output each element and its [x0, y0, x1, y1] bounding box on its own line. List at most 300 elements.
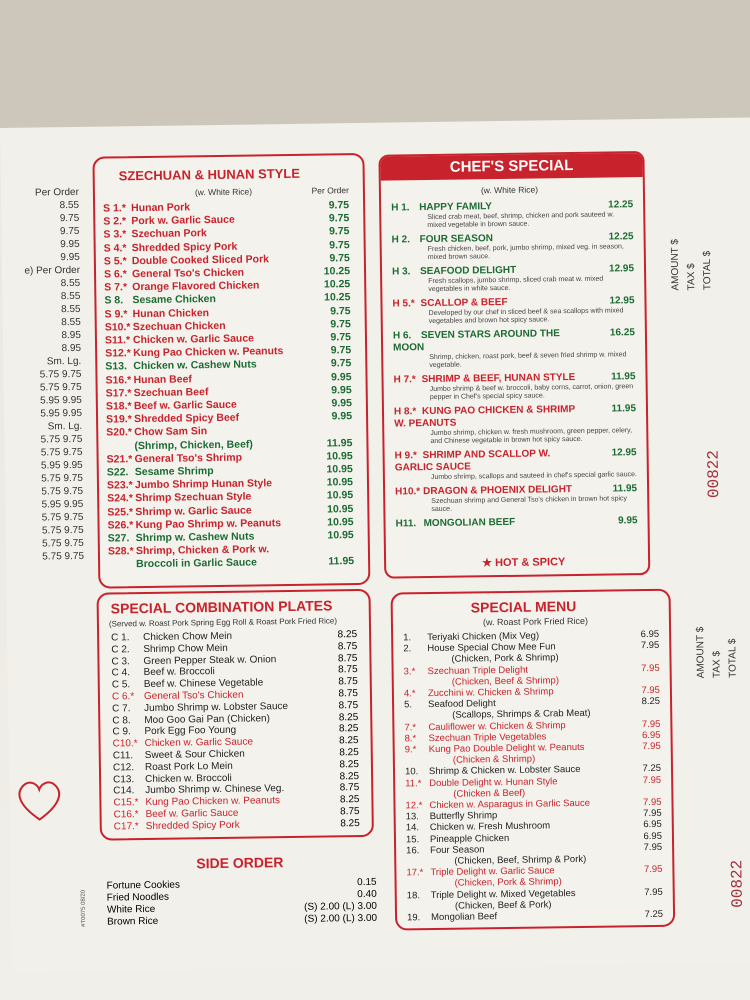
- special-item-price: 7.95: [643, 808, 662, 820]
- item-code: C 9.: [112, 726, 131, 738]
- special-item-name: 17.* Triple Delight w. Garlic Sauce: [406, 865, 555, 879]
- item-code: C 8.: [112, 714, 131, 727]
- szechuan-item-price: 9.75: [329, 251, 350, 265]
- item-code: 18.: [406, 889, 421, 902]
- item-code: C11.: [112, 750, 134, 762]
- left-partial-line: 8.55: [59, 199, 80, 212]
- szechuan-item: [108, 556, 354, 573]
- item-code: C13.: [113, 773, 135, 786]
- szechuan-item-price: 10.95: [326, 476, 354, 489]
- chef-item-price: 11.95: [611, 403, 637, 415]
- left-partial-line: 9.95: [60, 238, 80, 251]
- szechuan-item-name: S11.* Chicken w. Garlic Sauce: [104, 332, 255, 347]
- item-code: 13.: [405, 811, 419, 823]
- combo-item-price: 8.25: [339, 747, 359, 759]
- item-code: S10.*: [104, 321, 131, 334]
- chef-item-name: H10.* DRAGON & PHOENIX DELIGHT: [395, 484, 573, 498]
- side-order-price: (S) 2.00 (L) 3.00: [304, 912, 378, 925]
- special-item-name: 3.* Szechuan Triple Delight: [403, 664, 529, 678]
- special-item-detail: (Chicken, Pork & Shrimp): [454, 876, 562, 890]
- szechuan-item-price: 9.75: [330, 331, 352, 344]
- special-item-price: 8.25: [641, 696, 661, 708]
- chefs-special-section: [378, 151, 650, 579]
- left-partial-line: 5.95 9.95: [40, 394, 82, 407]
- item-code: S16.*: [105, 373, 132, 387]
- side-order-price: 0.15: [357, 876, 377, 889]
- special-item-price: 7.95: [643, 864, 663, 876]
- left-partial-line: Sm. Lg.: [47, 420, 83, 433]
- special-subtitle: (w. Roast Pork Fried Rice): [482, 615, 589, 628]
- left-partial-line: 5.75 9.75: [40, 433, 83, 446]
- szechuan-item-price: 10.95: [327, 515, 354, 529]
- special-item-price: 7.95: [643, 841, 663, 853]
- left-partial-line: 8.55: [60, 290, 81, 303]
- szechuan-item-price: 9.95: [331, 410, 353, 423]
- item-code: H 6.: [392, 330, 412, 342]
- left-partial-line: 9.75: [59, 225, 80, 238]
- szechuan-item-price: 9.75: [330, 357, 352, 370]
- combo-item-price: 8.25: [337, 629, 358, 641]
- side-order-name: Fried Noodles: [106, 891, 170, 904]
- combo-item-name: C15.* Kung Pao Chicken w. Peanuts: [113, 795, 281, 809]
- special-item-price: 6.95: [643, 819, 662, 831]
- special-title: SPECIAL MENU: [470, 598, 577, 616]
- combo-item-price: 8.25: [338, 711, 359, 723]
- left-partial-line: 5.95 9.95: [40, 459, 83, 472]
- left-partial-line: 8.95: [61, 342, 82, 355]
- szechuan-item-name: S 4.* Shredded Spicy Pork: [103, 240, 238, 255]
- szechuan-item-price: 10.95: [327, 529, 354, 542]
- chef-item-desc: Fresh chicken, beef, pork, jumbo shrimp, mixed veg. in season, mixed brown sauce.: [427, 243, 624, 262]
- chef-item-desc: Szechuan shrimp and General Tso's chicken in brown hot spicy sauce.: [431, 495, 628, 514]
- szechuan-item-name: Broccoli in Garlic Sauce: [136, 556, 257, 571]
- combo-item: [114, 818, 360, 833]
- item-code: 10.: [404, 766, 419, 778]
- special-item-price: 7.95: [642, 774, 662, 786]
- item-code: S 4.*: [103, 241, 127, 255]
- chef-item: [395, 515, 637, 530]
- item-code: 16.: [406, 845, 420, 857]
- side-order-name: Fortune Cookies: [106, 879, 181, 892]
- szechuan-item-name: S10.* Szechuan Chicken: [104, 319, 226, 334]
- special-item-price: 7.95: [642, 796, 662, 809]
- szechuan-item-price: 10.25: [324, 291, 351, 304]
- chef-item-name: H 3. SEAFOOD DELIGHT: [391, 264, 517, 278]
- special-item-price: 7.25: [644, 908, 664, 921]
- szechuan-item-price: 10.95: [326, 463, 353, 476]
- item-code: C 1.: [111, 632, 130, 644]
- item-code: C 2.: [111, 644, 130, 656]
- combo-item-name: C16.* Beef w. Garlic Sauce: [113, 807, 239, 821]
- item-code: S26.*: [107, 519, 134, 532]
- item-code: S11.*: [104, 334, 131, 347]
- tax-label-bottom: TAX $: [711, 650, 723, 679]
- combo-list: [111, 629, 360, 833]
- left-partial-line: 5.75 9.75: [39, 381, 82, 394]
- item-code: C 4.: [111, 667, 131, 679]
- item-code: H 2.: [391, 234, 411, 246]
- chef-item-desc: Jumbo shrimp, chicken w. fresh mushroom, green pepper, celery, and Chinese vegetable in brown hot spicy sauce.: [430, 427, 633, 446]
- combo-item-name: C11. Sweet & Sour Chicken: [112, 748, 245, 762]
- special-item-price: 7.95: [644, 886, 663, 898]
- chef-item-name: H 2. FOUR SEASON: [391, 233, 494, 246]
- combo-item-price: 8.25: [339, 794, 360, 806]
- special-item-name: 11.* Double Delight w. Hunan Style: [405, 775, 558, 790]
- chef-item-price: 12.95: [609, 295, 635, 307]
- item-code: 11.*: [405, 777, 422, 790]
- combo-item-price: 8.25: [339, 735, 359, 747]
- combo-item-name: C 1. Chicken Chow Mein: [111, 630, 233, 644]
- special-item-name: 4.* Zucchini w. Chicken & Shrimp: [403, 686, 554, 700]
- amount-label-bottom: AMOUNT $: [695, 626, 707, 679]
- item-code: C16.*: [113, 809, 139, 821]
- chef-item: [393, 327, 636, 370]
- combo-item-price: 8.75: [338, 676, 358, 688]
- chef-title-bar: [380, 153, 642, 181]
- side-order-name: White Rice: [106, 903, 156, 916]
- special-item-name: 2. House Special Chow Mee Fun: [403, 641, 556, 655]
- item-code: S 8.: [104, 294, 124, 307]
- combo-item-name: C13. Chicken w. Broccoli: [113, 772, 232, 786]
- chef-list: [391, 199, 638, 534]
- item-code: C 3.: [111, 655, 130, 668]
- chef-item-desc: Shrimp, chicken, roast pork, beef & seven fried shrimp w. mixed vegetable.: [429, 351, 627, 370]
- item-code: 8.*: [404, 733, 417, 745]
- szechuan-item-name: S 3.* Szechuan Pork: [103, 227, 207, 241]
- szechuan-item-price: 9.75: [330, 317, 351, 331]
- item-code: 7.*: [404, 721, 417, 734]
- left-partial-line: 5.75 9.75: [41, 485, 84, 498]
- szechuan-item-price: 9.75: [329, 238, 350, 252]
- tax-label-top: TAX $: [685, 263, 698, 291]
- chef-item: [395, 483, 637, 514]
- combo-subtitle: (Served w. Roast Pork Spring Egg Roll & Roast Pork Fried Rice): [108, 616, 338, 629]
- chef-item: [395, 447, 637, 482]
- item-code: 2.: [403, 643, 412, 655]
- item-code: S 9.*: [104, 307, 128, 321]
- left-partial-line: 5.75 9.75: [41, 472, 83, 485]
- chef-item-price: 11.95: [610, 371, 636, 383]
- left-partial-line: 8.55: [60, 303, 81, 316]
- item-code: S 7.*: [104, 281, 128, 294]
- item-code: C14.: [113, 785, 135, 797]
- item-code: S27.: [107, 532, 130, 545]
- szechuan-item-name: S22. Sesame Shrimp: [106, 465, 214, 479]
- szechuan-item-name: S26.* Kung Pao Shrimp w. Peanuts: [107, 516, 282, 532]
- combo-item-price: 8.25: [340, 817, 360, 830]
- chef-item-name: H 9.* SHRIMP AND SCALLOP W. GARLIC SAUCE: [394, 448, 551, 474]
- item-code: S 2.*: [103, 215, 127, 228]
- chef-item: [392, 231, 634, 262]
- szechuan-item-name: S 5.* Double Cooked Sliced Pork: [103, 253, 270, 268]
- item-code: 3.*: [403, 665, 416, 678]
- special-item-detail: (Chicken & Shrimp): [452, 753, 536, 766]
- special-item-name: 16. Four Season: [406, 844, 485, 857]
- chef-item-price: 12.25: [608, 199, 634, 211]
- item-code: S20.*: [106, 426, 133, 439]
- special-item-price: 7.95: [642, 740, 661, 753]
- combo-item-price: 8.25: [339, 770, 360, 782]
- left-partial-line: Sm. Lg.: [46, 355, 82, 368]
- special-item-name: 1. Teriyaki Chicken (Mix Veg): [403, 630, 540, 644]
- szechuan-item-name: S16.* Hunan Beef: [105, 372, 192, 387]
- special-item-price: 7.95: [641, 662, 660, 674]
- special-item-name: 5. Seafood Delight: [404, 698, 496, 711]
- item-code: 19.: [406, 912, 421, 924]
- szechuan-item-price: 11.95: [326, 436, 353, 450]
- item-code: S 1.*: [103, 202, 126, 215]
- szechuan-item-price: 9.75: [328, 225, 350, 238]
- side-order-price: (S) 2.00 (L) 3.00: [304, 900, 377, 913]
- szechuan-item-name: S19.* Shredded Spicy Beef: [106, 411, 240, 426]
- szechuan-item-price: 10.25: [323, 265, 351, 278]
- szechuan-item-price: 9.75: [328, 199, 350, 212]
- order-number-bottom: 00822: [728, 859, 747, 908]
- item-code: 12.*: [405, 800, 423, 812]
- combination-plates-section: [96, 589, 373, 841]
- chef-title: CHEF'S SPECIAL: [449, 156, 574, 176]
- left-partial-line: 5.95 9.95: [40, 407, 83, 420]
- szechuan-item-name: S23.* Jumbo Shrimp Hunan Style: [106, 477, 273, 492]
- combo-item-price: 8.75: [338, 699, 359, 712]
- chef-item-name: H11. MONGOLIAN BEEF: [395, 516, 516, 530]
- szechuan-item-price: 9.95: [331, 383, 352, 397]
- combo-item-price: 8.75: [337, 652, 358, 664]
- szechuan-item-name: S27. Shrimp w. Cashew Nuts: [107, 530, 255, 545]
- item-code: S 3.*: [103, 228, 127, 241]
- special-item-price: 6.95: [640, 628, 660, 641]
- total-label-bottom: TOTAL $: [727, 638, 739, 678]
- combo-item-name: C 2. Shrimp Chow Mein: [111, 642, 228, 656]
- combo-item-name: C 8. Moo Goo Gai Pan (Chicken): [112, 712, 270, 727]
- side-order-item: [107, 913, 377, 929]
- item-code: S24.*: [107, 492, 133, 506]
- chef-item-desc: Developed by our chef in sliced beef & sea scallops with mixed vegetables and brown hot spicy sauce.: [428, 307, 624, 326]
- chef-item: [392, 263, 634, 294]
- combo-item-name: C 5. Beef w. Chinese Vegetable: [111, 677, 264, 691]
- left-partial-line: 8.55: [60, 277, 81, 290]
- combo-item-price: 8.75: [337, 640, 358, 653]
- special-item-detail: (Chicken, Beef & Shrimp): [451, 675, 560, 688]
- chef-item-price: 12.95: [611, 447, 637, 459]
- special-item-name: 15. Pineapple Chicken: [405, 832, 510, 846]
- szechuan-item-price: 9.95: [331, 397, 352, 410]
- chef-item-name: H 6. SEVEN STARS AROUND THE MOON: [392, 328, 560, 354]
- left-partial-line: 9.75: [59, 212, 80, 225]
- special-item-detail: (Chicken, Beef & Pork): [454, 899, 552, 912]
- chef-item-price: 9.95: [618, 515, 638, 527]
- item-code: 15.: [405, 833, 420, 846]
- item-code: H 8.*: [393, 406, 417, 418]
- szechuan-item-name: S 8. Sesame Chicken: [104, 293, 216, 307]
- left-partial-line: 8.95: [61, 329, 81, 342]
- chef-item-name: H 1. HAPPY FAMILY: [391, 201, 493, 214]
- item-code: S22.: [106, 466, 129, 479]
- chef-item-price: 11.95: [612, 483, 638, 495]
- item-code: H 7.*: [393, 374, 416, 386]
- item-code: 4.*: [403, 688, 416, 700]
- special-item-name: 12.* Chicken w. Asparagus in Garlic Sauce: [405, 797, 591, 812]
- item-code: 5.: [404, 699, 413, 711]
- szechuan-item-name: S24.* Shrimp Szechuan Style: [107, 490, 252, 506]
- szechuan-item-name: S20.* Chow Sam Sin: [106, 425, 208, 439]
- hot-spicy-legend: ★ HOT & SPICY: [482, 556, 566, 570]
- item-code: C 7.: [112, 703, 131, 715]
- special-item-price: 6.95: [641, 729, 661, 741]
- item-code: S13.: [105, 360, 128, 373]
- szechuan-item-name: S 1.* Hunan Pork: [103, 201, 191, 215]
- special-item-price: 7.25: [642, 763, 662, 775]
- special-item-name: 14. Chicken w. Fresh Mushroom: [405, 820, 551, 834]
- combo-item-name: C12. Roast Pork Lo Mein: [112, 760, 233, 774]
- combo-item-price: 8.75: [338, 664, 358, 676]
- side-order-title: SIDE ORDER: [196, 854, 284, 872]
- crane-heart-ornament-icon: [13, 775, 66, 824]
- item-code: C 5.: [111, 679, 131, 691]
- combo-item-name: C 6.* General Tso's Chicken: [111, 689, 244, 703]
- side-order-list: [107, 877, 378, 929]
- chef-item-price: 12.95: [608, 263, 635, 275]
- chef-item-price: 16.25: [609, 327, 635, 339]
- special-item: [407, 909, 663, 924]
- special-list: [403, 629, 663, 924]
- item-code: 1.: [403, 632, 412, 644]
- szechuan-item-name: S28.* Shrimp, Chicken & Pork w.: [107, 543, 270, 558]
- szechuan-item-price: 10.95: [326, 489, 354, 502]
- order-number-top: 00822: [704, 449, 724, 499]
- item-code: S 6.*: [103, 268, 127, 281]
- chef-item: [392, 295, 634, 326]
- total-label-top: TOTAL $: [701, 250, 714, 291]
- item-code: C12.: [112, 761, 135, 774]
- combo-item-price: 8.25: [339, 758, 359, 771]
- side-order-name: Brown Rice: [107, 915, 159, 928]
- left-partial-line: 5.75 9.75: [41, 524, 84, 537]
- left-partial-line: e) Per Order: [24, 264, 81, 277]
- item-code: H 1.: [391, 202, 410, 214]
- chef-item-name: H 5.* SCALLOP & BEEF: [392, 296, 508, 310]
- chef-item-desc: Sliced crab meat, beef, shrimp, chicken and pork sauteed w. mixed vegetable in brown sauce.: [427, 211, 615, 230]
- chef-item: [391, 199, 633, 230]
- left-partial-line: Per Order: [34, 186, 79, 199]
- left-partial-column: [1, 187, 84, 565]
- special-item-price: 7.95: [641, 684, 660, 697]
- item-code: H 9.*: [394, 450, 417, 462]
- item-code: 17.*: [406, 867, 424, 879]
- special-item-detail: (Chicken & Beef): [453, 787, 526, 800]
- szechuan-item-name: (Shrimp, Chicken, Beef): [134, 438, 253, 452]
- item-code: 9.*: [404, 744, 417, 756]
- combo-item-price: 8.25: [338, 723, 359, 735]
- item-code: H 3.: [391, 266, 411, 278]
- chef-item: [393, 371, 635, 402]
- szechuan-item-price: 9.95: [330, 370, 352, 384]
- special-item-name: 8.* Szechuan Triple Vegetables: [404, 731, 547, 745]
- chef-item-name: H 7.* SHRIMP & BEEF, HUNAN STYLE: [393, 371, 576, 386]
- szechuan-hunan-section: [92, 153, 370, 589]
- szechuan-item-name: S 9.* Hunan Chicken: [104, 306, 210, 321]
- left-partial-line: 8.55: [61, 316, 81, 329]
- left-partial-line: 9.95: [60, 251, 80, 264]
- form-footnote: #T0075 08/20: [80, 889, 88, 927]
- chef-item-desc: Jumbo shrimp & beef w. broccoli, baby corns, carrot, onion, green pepper in Chef's special spicy sauce.: [429, 383, 634, 402]
- item-code: H10.*: [395, 486, 421, 498]
- szechuan-item-name: S18.* Beef w. Garlic Sauce: [105, 398, 237, 413]
- special-item-price: 6.95: [643, 830, 663, 842]
- special-item-name: 9.* Kung Pao Double Delight w. Peanuts: [404, 741, 585, 756]
- chef-item-desc: Fresh scallops, jumbo shrimp, sliced crab meat w. mixed vegetables in white sauce.: [428, 275, 604, 294]
- special-item-detail: (Chicken, Beef, Shrimp & Pork): [454, 853, 587, 867]
- special-item-price: 7.95: [641, 718, 661, 730]
- combo-item-price: 8.75: [339, 782, 360, 794]
- combo-item-name: C 3. Green Pepper Steak w. Onion: [111, 653, 277, 668]
- szechuan-title: SZECHUAN & HUNAN STYLE: [118, 165, 301, 184]
- special-item-name: 19. Mongolian Beef: [406, 911, 498, 924]
- combo-item-price: 8.75: [340, 805, 360, 818]
- item-code: C 6.*: [111, 691, 135, 703]
- special-menu-section: [391, 589, 676, 931]
- szechuan-list: [103, 199, 354, 572]
- szechuan-item-name: S21.* General Tso's Shrimp: [106, 451, 243, 466]
- special-item-name: 18. Triple Delight w. Mixed Vegetables: [406, 887, 576, 902]
- left-partial-line: 5.75 9.75: [42, 550, 85, 563]
- chef-subtitle: (w. White Rice): [480, 184, 539, 196]
- amount-label-top: AMOUNT $: [669, 239, 682, 291]
- special-item-name: 13. Butterfly Shrimp: [405, 810, 498, 823]
- szechuan-item-price: 9.75: [328, 212, 350, 225]
- item-code: S 5.*: [103, 255, 127, 268]
- side-order-price: 0.40: [357, 888, 377, 901]
- item-code: S23.*: [106, 479, 133, 492]
- szechuan-item-name: S 7.* Orange Flavored Chicken: [104, 279, 260, 294]
- combo-item-name: C17.* Shredded Spicy Pork: [113, 819, 240, 833]
- left-partial-line: 5.75 9.75: [41, 511, 84, 524]
- szechuan-item-name: S 6.* General Tso's Chicken: [103, 266, 245, 281]
- left-partial-line: 5.95 9.95: [41, 498, 84, 511]
- item-code: S19.*: [106, 413, 132, 426]
- item-code: S18.*: [105, 400, 132, 413]
- item-code: H 5.*: [392, 298, 415, 310]
- combo-item-price: 8.75: [338, 688, 359, 700]
- item-code: C15.*: [113, 797, 139, 809]
- szechuan-item-name: S12.* Kung Pao Chicken w. Peanuts: [105, 345, 284, 360]
- szechuan-item-price: 10.95: [326, 502, 354, 516]
- item-code: S21.*: [106, 453, 133, 466]
- item-code: S17.*: [105, 387, 132, 400]
- szechuan-item-price: 11.95: [328, 555, 355, 568]
- special-item-name: 10. Shrimp & Chicken w. Lobster Sauce: [404, 764, 581, 778]
- szechuan-item-name: S17.* Szechuan Beef: [105, 385, 209, 400]
- item-code: 14.: [405, 822, 420, 834]
- per-order-label: Per Order: [311, 185, 349, 196]
- szechuan-item-price: 9.75: [330, 344, 352, 357]
- combo-item-name: C 9. Pork Egg Foo Young: [112, 725, 237, 738]
- special-item-name: 7.* Cauliflower w. Chicken & Shrimp: [404, 719, 566, 734]
- szechuan-subtitle: (w. White Rice): [194, 186, 253, 198]
- item-code: S12.*: [105, 347, 131, 360]
- item-code: S25.*: [107, 505, 134, 519]
- szechuan-item-price: 9.75: [330, 304, 351, 318]
- combo-item-name: C14. Jumbo Shrimp w. Chinese Veg.: [113, 783, 285, 797]
- szechuan-item-price: 10.25: [323, 278, 351, 291]
- szechuan-item-name: S 2.* Pork w. Garlic Sauce: [103, 213, 235, 228]
- table-surface: [0, 0, 750, 128]
- special-item-detail: (Chicken, Pork & Shrimp): [451, 652, 559, 666]
- item-code: C10.*: [112, 738, 138, 750]
- combo-title: SPECIAL COMBINATION PLATES: [110, 597, 333, 617]
- chef-item-desc: Jumbo shrimp, scallops and sauteed in chef's special garlic sauce.: [430, 471, 637, 482]
- item-code: H11.: [395, 518, 417, 530]
